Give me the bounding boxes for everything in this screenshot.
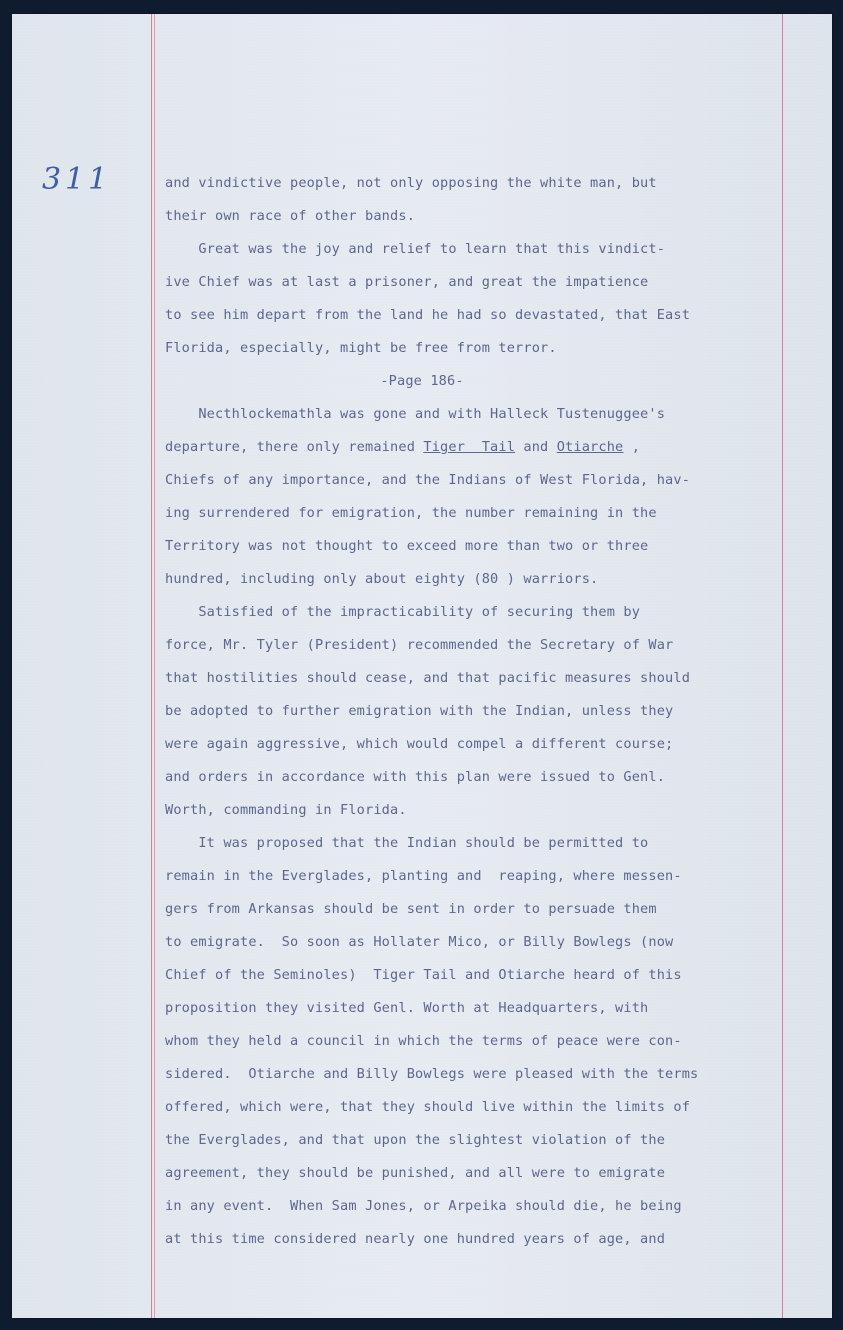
text-line: hundred, including only about eighty (80 ) warriors. bbox=[165, 571, 599, 587]
text-line: whom they held a council in which the terms of peace were con- bbox=[165, 1033, 682, 1049]
text-line: to see him depart from the land he had so devastated, that East bbox=[165, 307, 691, 323]
text-line: agreement, they should be punished, and all were to emigrate bbox=[165, 1165, 666, 1181]
text-line: the Everglades, and that upon the slightest violation of the bbox=[165, 1132, 666, 1148]
handwritten-page-number: 311 bbox=[42, 162, 112, 197]
text-line: ive Chief was at last a prisoner, and great the impatience bbox=[165, 274, 649, 290]
text-segment: , bbox=[623, 439, 641, 455]
text-line: and vindictive people, not only opposing the white man, but bbox=[165, 175, 657, 191]
text-line: Necthlockemathla was gone and with Halleck Tustenuggee's bbox=[165, 406, 666, 422]
text-line: offered, which were, that they should live within the limits of bbox=[165, 1099, 691, 1115]
text-line: Chiefs of any importance, and the Indians of West Florida, hav- bbox=[165, 472, 691, 488]
text-line: in any event. When Sam Jones, or Arpeika should die, he being bbox=[165, 1198, 682, 1214]
text-line: at this time considered nearly one hundred years of age, and bbox=[165, 1231, 666, 1247]
text-line: ing surrendered for emigration, the number remaining in the bbox=[165, 505, 657, 521]
text-line: remain in the Everglades, planting and reaping, where messen- bbox=[165, 868, 682, 884]
text-line: gers from Arkansas should be sent in order to persuade them bbox=[165, 901, 657, 917]
page-reference: -Page 186- bbox=[380, 373, 464, 389]
text-line: their own race of other bands. bbox=[165, 208, 416, 224]
text-line: Chief of the Seminoles) Tiger Tail and Otiarche heard of this bbox=[165, 967, 682, 983]
text-line: were again aggressive, which would compel a different course; bbox=[165, 736, 674, 752]
text-line: be adopted to further emigration with the Indian, unless they bbox=[165, 703, 674, 719]
text-line: and orders in accordance with this plan were issued to Genl. bbox=[165, 769, 666, 785]
text-line: Territory was not thought to exceed more than two or three bbox=[165, 538, 649, 554]
text-line: to emigrate. So soon as Hollater Mico, or Billy Bowlegs (now bbox=[165, 934, 674, 950]
text-line: It was proposed that the Indian should be permitted to bbox=[165, 835, 649, 851]
underlined-name: Otiarche bbox=[556, 439, 624, 455]
text-segment: departure, there only remained bbox=[165, 439, 424, 455]
text-line: Florida, especially, might be free from terror. bbox=[165, 340, 557, 356]
underlined-name: Tiger Tail bbox=[423, 439, 516, 455]
text-line: Great was the joy and relief to learn that this vindict- bbox=[165, 241, 666, 257]
text-line-with-underlines bbox=[165, 437, 640, 457]
text-segment: and bbox=[515, 439, 557, 455]
text-line: Satisfied of the impracticability of securing them by bbox=[165, 604, 641, 620]
typed-text-body bbox=[12, 14, 832, 1318]
text-line: proposition they visited Genl. Worth at Headquarters, with bbox=[165, 1000, 649, 1016]
text-line: sidered. Otiarche and Billy Bowlegs were pleased with the terms bbox=[165, 1066, 699, 1082]
text-line: that hostilities should cease, and that pacific measures should bbox=[165, 670, 691, 686]
document-page bbox=[12, 14, 832, 1318]
text-line: force, Mr. Tyler (President) recommended the Secretary of War bbox=[165, 637, 674, 653]
text-line: Worth, commanding in Florida. bbox=[165, 802, 407, 818]
